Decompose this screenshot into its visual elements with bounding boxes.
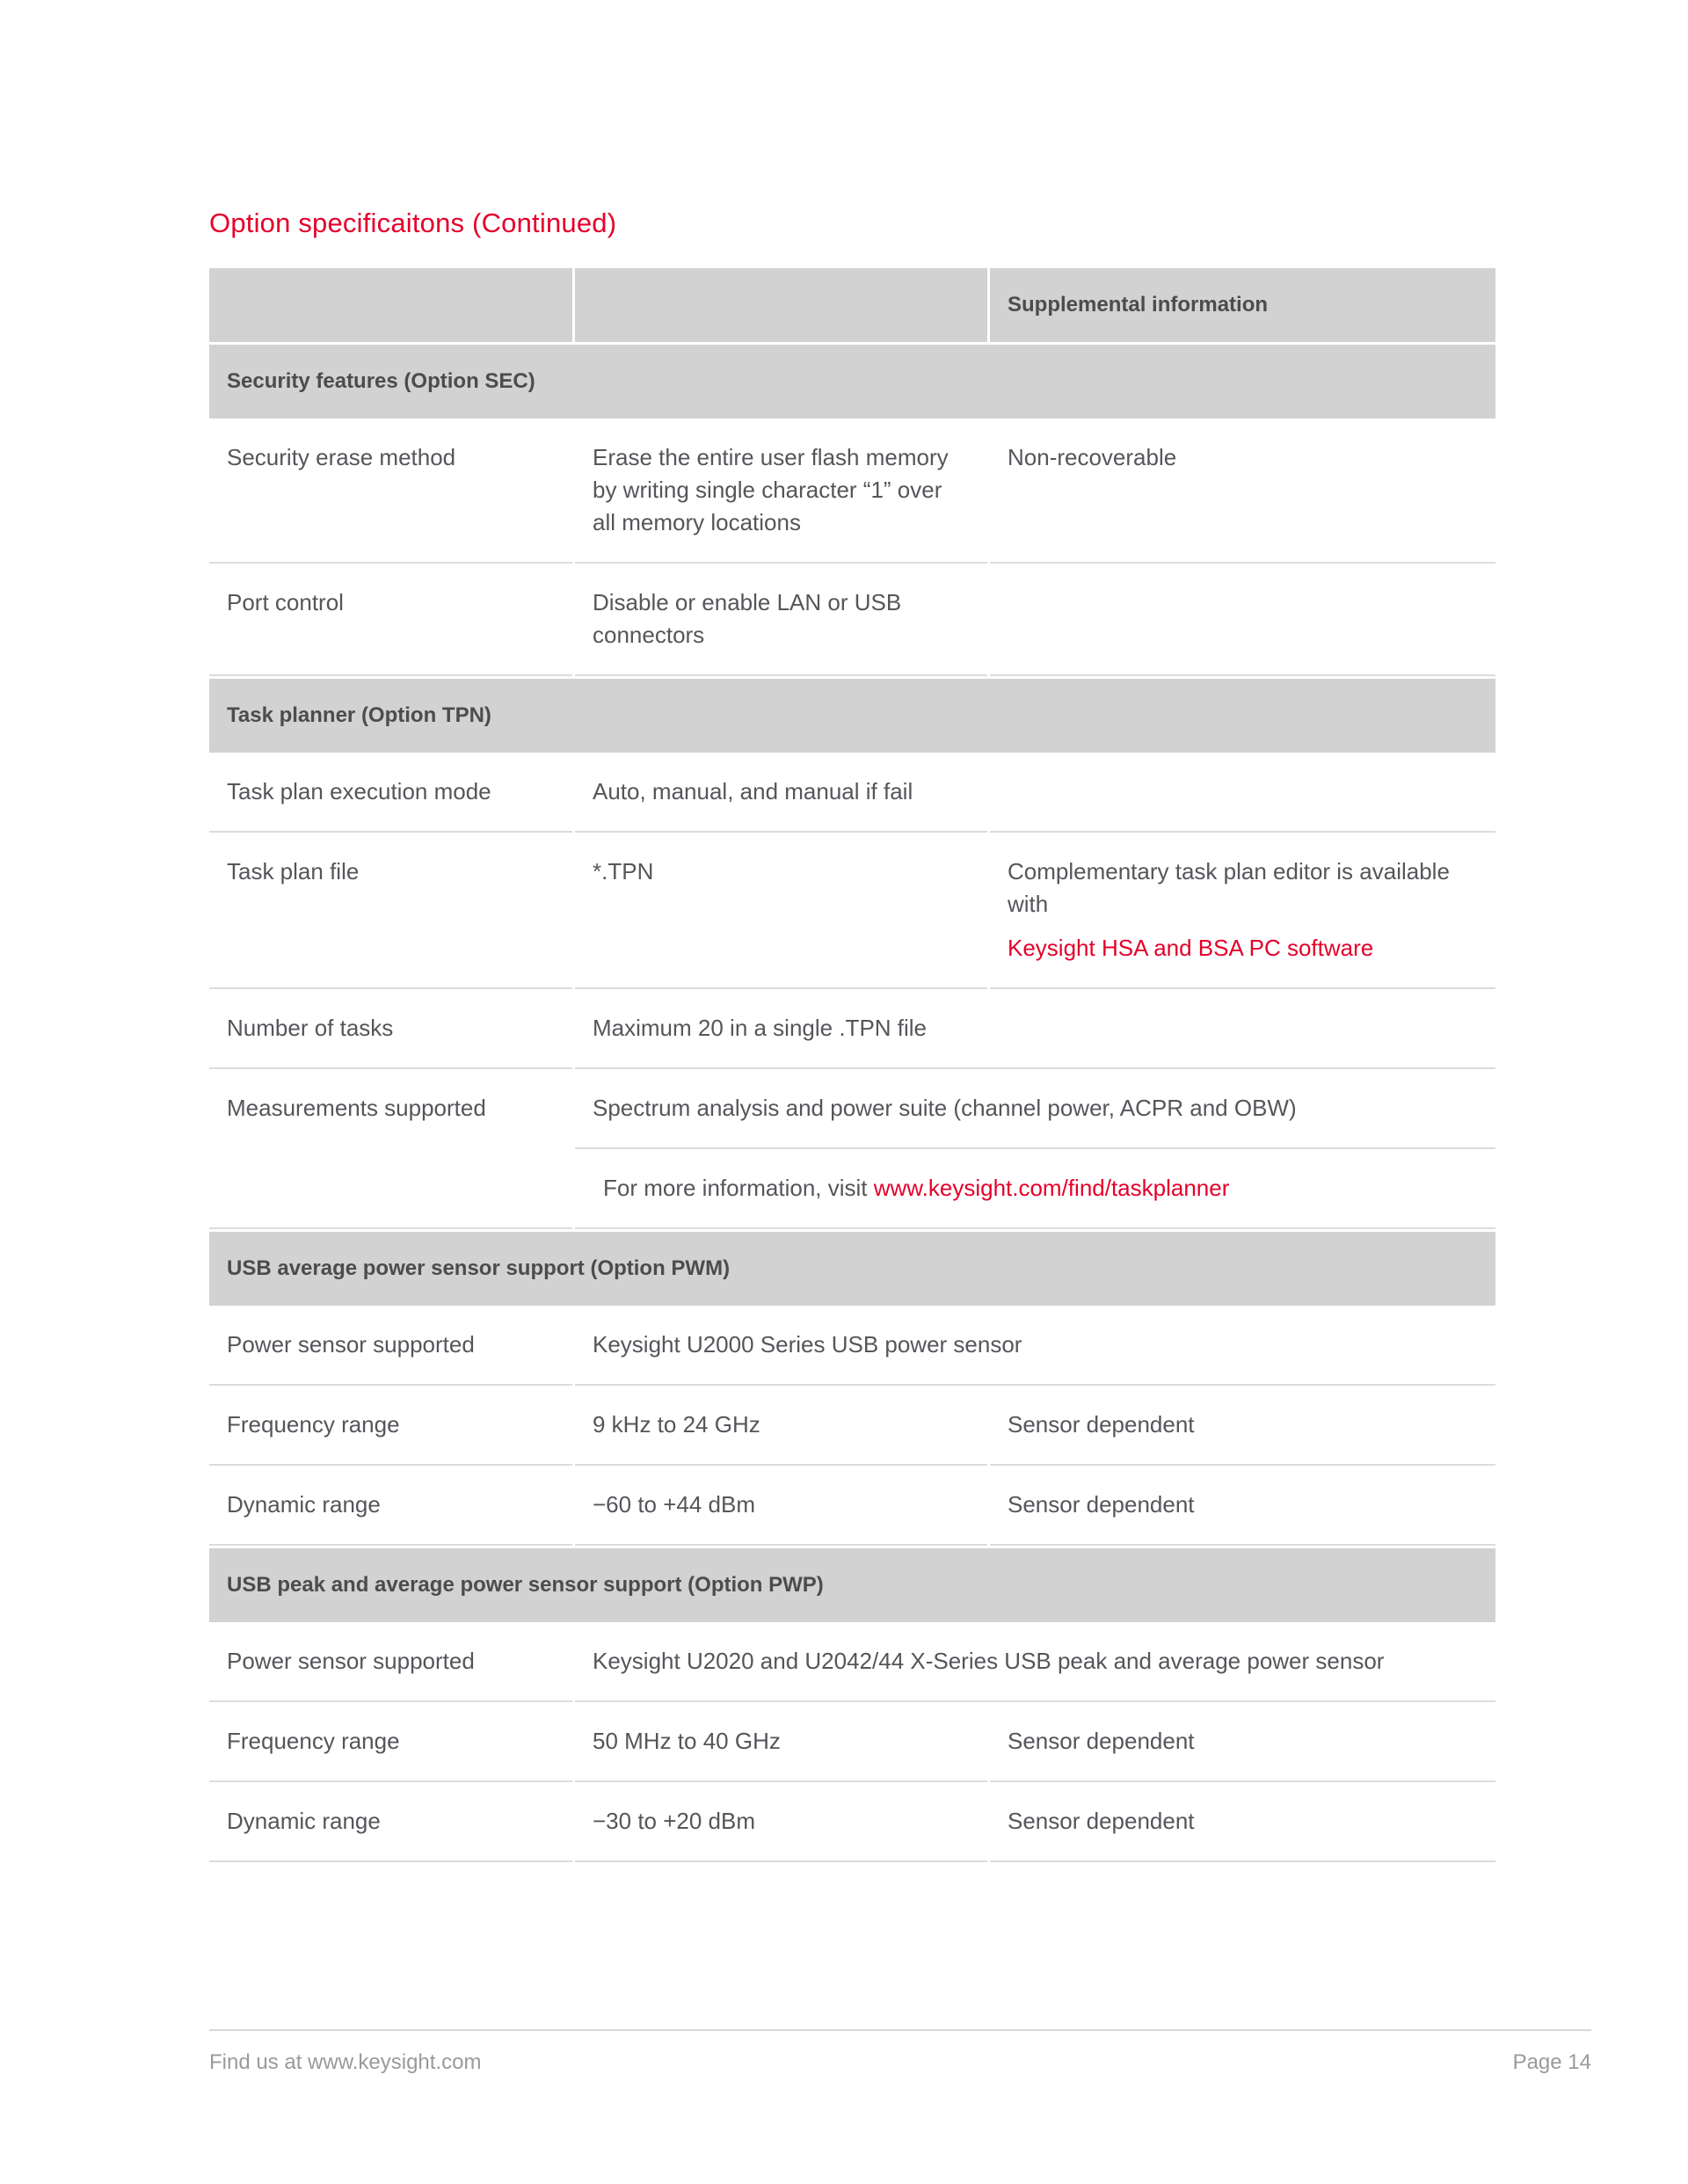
section-header-usb-average-power [209,1232,1495,1306]
page-title: Option specificaitons (Continued) [209,207,617,238]
row-supplemental [990,566,1495,676]
section-title: Task planner (Option TPN) [209,679,1495,753]
row-value: Keysight U2000 Series USB power sensor [575,1308,1495,1386]
supplemental-text: Complementary task plan editor is available with [1008,857,1450,917]
row-supplemental: Non-recoverable [990,421,1495,564]
row-label: Frequency range [209,1388,572,1466]
spec-table [207,266,1498,1865]
table-row-pwp-power-sensor [209,1625,1495,1702]
header-cell-supplemental: Supplemental information [990,268,1495,342]
row-supplemental: Sensor dependent [990,1388,1495,1466]
row-value: *.TPN [575,835,987,990]
row-supplemental [990,835,1495,990]
row-note [575,1152,1495,1229]
table-row-measurements-supported [209,1072,1495,1149]
row-value-text: Auto, manual, and manual if fail [593,777,913,804]
section-header-task-planner [209,679,1495,753]
row-value: 50 MHz to 40 GHz [575,1705,987,1782]
row-value: −60 to +44 dBm [575,1468,987,1546]
row-label: Number of tasks [209,992,572,1069]
table-header-row [209,268,1495,342]
footer-find-us-link[interactable]: Find us at www.keysight.com [209,2050,482,2074]
taskplanner-link[interactable]: www.keysight.com/find/taskplanner [873,1175,1230,1202]
row-label: Measurements supported [209,1072,572,1229]
row-label: Frequency range [209,1705,572,1782]
page-number: Page 14 [1512,2050,1591,2074]
header-cell-empty-2 [575,268,987,342]
row-supplemental [990,755,1495,833]
row-supplemental: Sensor dependent [990,1785,1495,1862]
header-cell-empty-1 [209,268,572,342]
row-supplemental: Sensor dependent [990,1705,1495,1782]
section-header-usb-peak-average-power [209,1548,1495,1622]
table-row-pwm-frequency-range [209,1388,1495,1466]
section-header-security [209,345,1495,419]
row-label: Power sensor supported [209,1625,572,1702]
table-row-port-control [209,566,1495,676]
row-label: Task plan execution mode [209,755,572,833]
row-label: Dynamic range [209,1468,572,1546]
row-label: Task plan file [209,835,572,990]
table-row-task-plan-file [209,835,1495,990]
row-label: Power sensor supported [209,1308,572,1386]
table-row-pwp-dynamic-range [209,1785,1495,1862]
row-value: Spectrum analysis and power suite (channel power, ACPR and OBW) [575,1072,1495,1149]
table-row-pwm-dynamic-range [209,1468,1495,1546]
row-value: Erase the entire user flash memory by writing single character “1” over all memory locations [575,421,987,564]
table-row-pwm-power-sensor [209,1308,1495,1386]
table-row-security-erase [209,421,1495,564]
row-value-text: Keysight U2020 and U2042/44 X-Series USB peak and average power sensor [593,1647,1385,1674]
table-row-task-plan-execution-mode [209,755,1495,833]
section-title: Security features (Option SEC) [209,345,1495,419]
row-value: Disable or enable LAN or USB connectors [575,566,987,676]
row-value [575,755,987,833]
hsa-bsa-software-link[interactable]: Keysight HSA and BSA PC software [1008,935,1374,962]
note-text: For more information, visit [603,1175,874,1202]
table-row-pwp-frequency-range [209,1705,1495,1782]
row-value [575,1625,1495,1702]
row-value: −30 to +20 dBm [575,1785,987,1862]
section-title: USB peak and average power sensor support (Option PWP) [209,1548,1495,1622]
page-footer [209,2029,1591,2075]
row-label: Port control [209,566,572,676]
row-value: Maximum 20 in a single .TPN file [575,992,1495,1069]
row-label: Security erase method [209,421,572,564]
table-row-number-of-tasks [209,992,1495,1069]
row-value: 9 kHz to 24 GHz [575,1388,987,1466]
row-label: Dynamic range [209,1785,572,1862]
section-title: USB average power sensor support (Option PWM) [209,1232,1495,1306]
row-supplemental: Sensor dependent [990,1468,1495,1546]
